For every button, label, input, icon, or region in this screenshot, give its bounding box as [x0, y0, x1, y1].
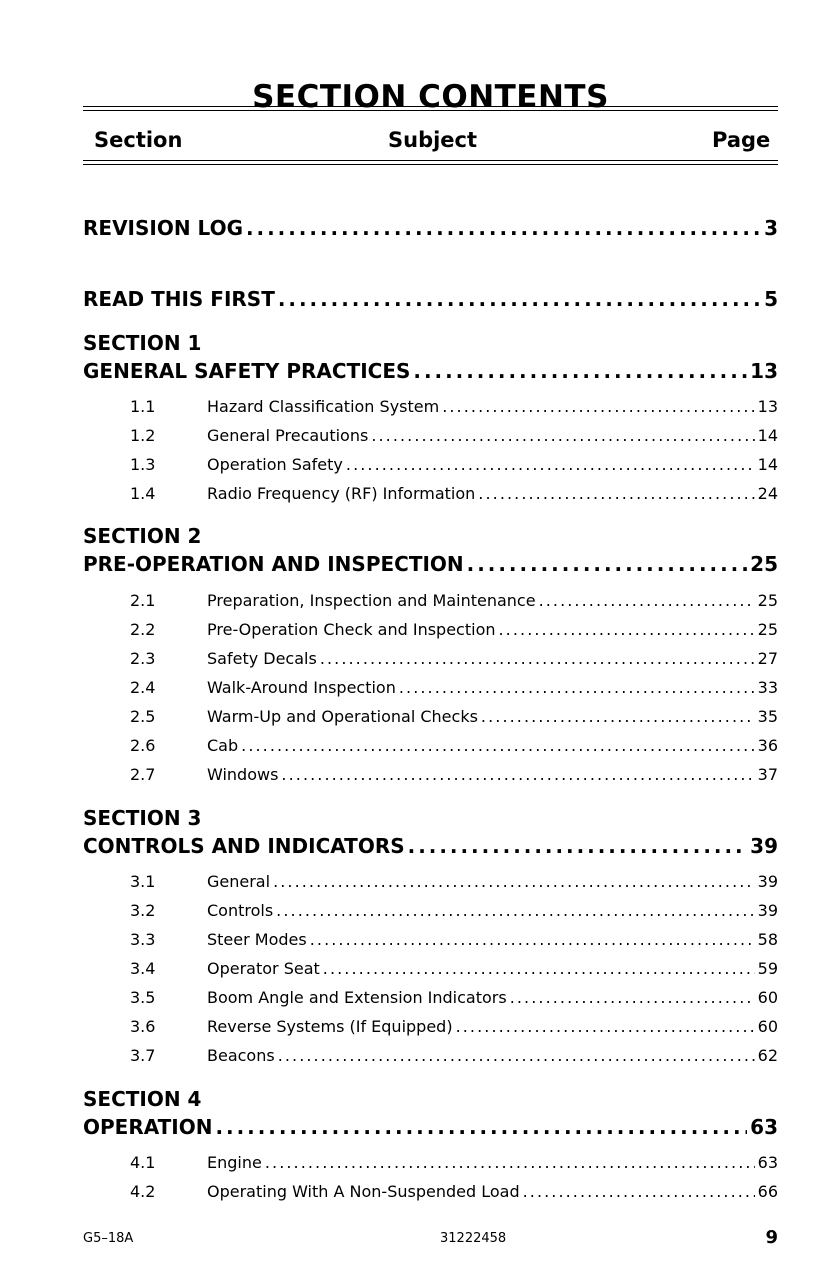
toc-section-page: 13: [750, 359, 778, 383]
toc-item-page: 25: [757, 620, 778, 639]
toc-item-page: 58: [757, 930, 778, 949]
footer-model: G5–18A: [83, 1231, 134, 1246]
column-header-subject: Subject: [388, 128, 478, 152]
toc-item-label: Beacons: [207, 1046, 275, 1065]
toc-entry-read-this-first[interactable]: [83, 285, 778, 313]
page-title: SECTION CONTENTS: [252, 79, 609, 115]
toc-item-page: 60: [757, 1017, 778, 1036]
toc-item-2-4[interactable]: [83, 676, 778, 700]
toc-entry-revision-log[interactable]: [83, 214, 778, 242]
toc-section-title: PRE-OPERATION AND INSPECTION: [83, 552, 464, 576]
dot-leader: [323, 957, 755, 981]
section-1-number: SECTION 1: [83, 331, 202, 355]
dot-leader: [478, 482, 754, 506]
toc-item-3-7[interactable]: [83, 1044, 778, 1068]
toc-item-page: 39: [757, 901, 778, 920]
toc-item-page: 36: [757, 736, 778, 755]
toc-item-page: 24: [757, 484, 778, 503]
header-rule-top: [83, 106, 778, 107]
toc-item-label: Hazard Classification System: [207, 397, 440, 416]
toc-item-number: 2.7: [130, 765, 156, 784]
section-3-number: SECTION 3: [83, 806, 202, 830]
toc-item-3-3[interactable]: [83, 928, 778, 952]
toc-item-label: General Precautions: [207, 426, 369, 445]
toc-item-1-1[interactable]: [83, 395, 778, 419]
dot-leader: [413, 357, 747, 385]
dot-leader: [442, 395, 754, 419]
header-rule-bottom: [83, 160, 778, 161]
toc-item-label: Radio Frequency (RF) Information: [207, 484, 476, 503]
toc-item-label: Operation Safety: [207, 455, 343, 474]
toc-item-label: Cab: [207, 736, 239, 755]
section-4-number: SECTION 4: [83, 1087, 202, 1111]
toc-item-number: 3.3: [130, 930, 156, 949]
toc-entry-page: 5: [764, 287, 778, 311]
toc-item-page: 39: [757, 872, 778, 891]
toc-item-2-3[interactable]: [83, 647, 778, 671]
dot-leader: [481, 705, 755, 729]
dot-leader: [273, 870, 755, 894]
toc-item-label: General: [207, 872, 271, 891]
toc-item-number: 3.1: [130, 872, 156, 891]
toc-section-page: 39: [750, 834, 778, 858]
toc-item-label: Windows: [207, 765, 279, 784]
dot-leader: [310, 928, 755, 952]
toc-item-2-1[interactable]: [83, 589, 778, 613]
toc-item-label: Warm-Up and Operational Checks: [207, 707, 478, 726]
toc-section-3[interactable]: [83, 832, 778, 860]
toc-item-number: 3.5: [130, 988, 156, 1007]
toc-item-label: Preparation, Inspection and Maintenance: [207, 591, 536, 610]
dot-leader: [246, 214, 761, 242]
toc-item-2-5[interactable]: [83, 705, 778, 729]
toc-item-number: 2.5: [130, 707, 156, 726]
toc-section-title: GENERAL SAFETY PRACTICES: [83, 359, 411, 383]
toc-section-title: CONTROLS AND INDICATORS: [83, 834, 405, 858]
header-rule-top-inner: [83, 110, 778, 111]
toc-item-3-6[interactable]: [83, 1015, 778, 1039]
toc-item-number: 3.4: [130, 959, 156, 978]
toc-section-page: 63: [750, 1115, 778, 1139]
dot-leader: [467, 550, 748, 578]
toc-item-label: Operator Seat: [207, 959, 320, 978]
toc-item-2-6[interactable]: [83, 734, 778, 758]
toc-item-number: 3.2: [130, 901, 156, 920]
toc-item-page: 33: [757, 678, 778, 697]
toc-item-number: 1.2: [130, 426, 156, 445]
toc-item-label: Engine: [207, 1153, 262, 1172]
dot-leader: [278, 285, 761, 313]
toc-item-2-7[interactable]: [83, 763, 778, 787]
toc-entry-label: REVISION LOG: [83, 216, 243, 240]
dot-leader: [523, 1180, 755, 1204]
toc-item-page: 13: [757, 397, 778, 416]
toc-item-page: 14: [757, 426, 778, 445]
dot-leader: [456, 1015, 755, 1039]
dot-leader: [510, 986, 755, 1010]
dot-leader: [539, 589, 755, 613]
dot-leader: [281, 763, 754, 787]
toc-item-page: 62: [757, 1046, 778, 1065]
toc-item-label: Boom Angle and Extension Indicators: [207, 988, 507, 1007]
toc-item-number: 4.2: [130, 1182, 156, 1201]
toc-item-3-2[interactable]: [83, 899, 778, 923]
toc-item-1-4[interactable]: [83, 482, 778, 506]
toc-entry-page: 3: [764, 216, 778, 240]
column-header-section: Section: [94, 128, 183, 152]
toc-item-label: Reverse Systems (If Equipped): [207, 1017, 453, 1036]
dot-leader: [371, 424, 754, 448]
toc-item-page: 66: [757, 1182, 778, 1201]
toc-item-page: 25: [757, 591, 778, 610]
toc-section-page: 25: [750, 552, 778, 576]
toc-item-label: Pre-Operation Check and Inspection: [207, 620, 496, 639]
toc-item-number: 3.6: [130, 1017, 156, 1036]
toc-item-page: 27: [757, 649, 778, 668]
dot-leader: [399, 676, 755, 700]
dot-leader: [408, 832, 748, 860]
toc-item-number: 2.2: [130, 620, 156, 639]
dot-leader: [320, 647, 755, 671]
toc-section-2[interactable]: [83, 550, 778, 578]
toc-item-label: Controls: [207, 901, 274, 920]
toc-section-title: OPERATION: [83, 1115, 213, 1139]
toc-item-2-2[interactable]: [83, 618, 778, 642]
toc-item-number: 2.6: [130, 736, 156, 755]
toc-item-number: 4.1: [130, 1153, 156, 1172]
toc-item-page: 59: [757, 959, 778, 978]
toc-item-4-1[interactable]: [83, 1151, 778, 1175]
footer-doc-number: 31222458: [440, 1231, 507, 1246]
dot-leader: [499, 618, 755, 642]
toc-item-label: Operating With A Non-Suspended Load: [207, 1182, 520, 1201]
section-2-number: SECTION 2: [83, 524, 202, 548]
toc-item-1-2[interactable]: [83, 424, 778, 448]
toc-item-page: 60: [757, 988, 778, 1007]
toc-item-3-5[interactable]: [83, 986, 778, 1010]
toc-item-number: 2.3: [130, 649, 156, 668]
dot-leader: [346, 453, 755, 477]
toc-item-page: 35: [757, 707, 778, 726]
dot-leader: [241, 734, 755, 758]
toc-item-label: Steer Modes: [207, 930, 307, 949]
toc-item-label: Safety Decals: [207, 649, 317, 668]
toc-item-number: 1.1: [130, 397, 156, 416]
column-header-page: Page: [712, 128, 771, 152]
toc-entry-label: READ THIS FIRST: [83, 287, 275, 311]
toc-item-page: 37: [757, 765, 778, 784]
header-rule-bottom-inner: [83, 164, 778, 165]
toc-item-3-4[interactable]: [83, 957, 778, 981]
toc-item-3-1[interactable]: [83, 870, 778, 894]
dot-leader: [215, 1113, 747, 1141]
toc-item-number: 1.4: [130, 484, 156, 503]
toc-item-label: Walk-Around Inspection: [207, 678, 396, 697]
toc-item-page: 14: [757, 455, 778, 474]
toc-item-number: 1.3: [130, 455, 156, 474]
toc-item-number: 2.1: [130, 591, 156, 610]
toc-item-1-3[interactable]: [83, 453, 778, 477]
toc-item-number: 3.7: [130, 1046, 156, 1065]
footer-page-number: 9: [765, 1227, 778, 1248]
dot-leader: [265, 1151, 755, 1175]
toc-item-4-2[interactable]: [83, 1180, 778, 1204]
toc-section-1[interactable]: [83, 357, 778, 385]
dot-leader: [276, 899, 754, 923]
toc-section-4[interactable]: [83, 1113, 778, 1141]
dot-leader: [278, 1044, 755, 1068]
toc-item-page: 63: [757, 1153, 778, 1172]
toc-item-number: 2.4: [130, 678, 156, 697]
